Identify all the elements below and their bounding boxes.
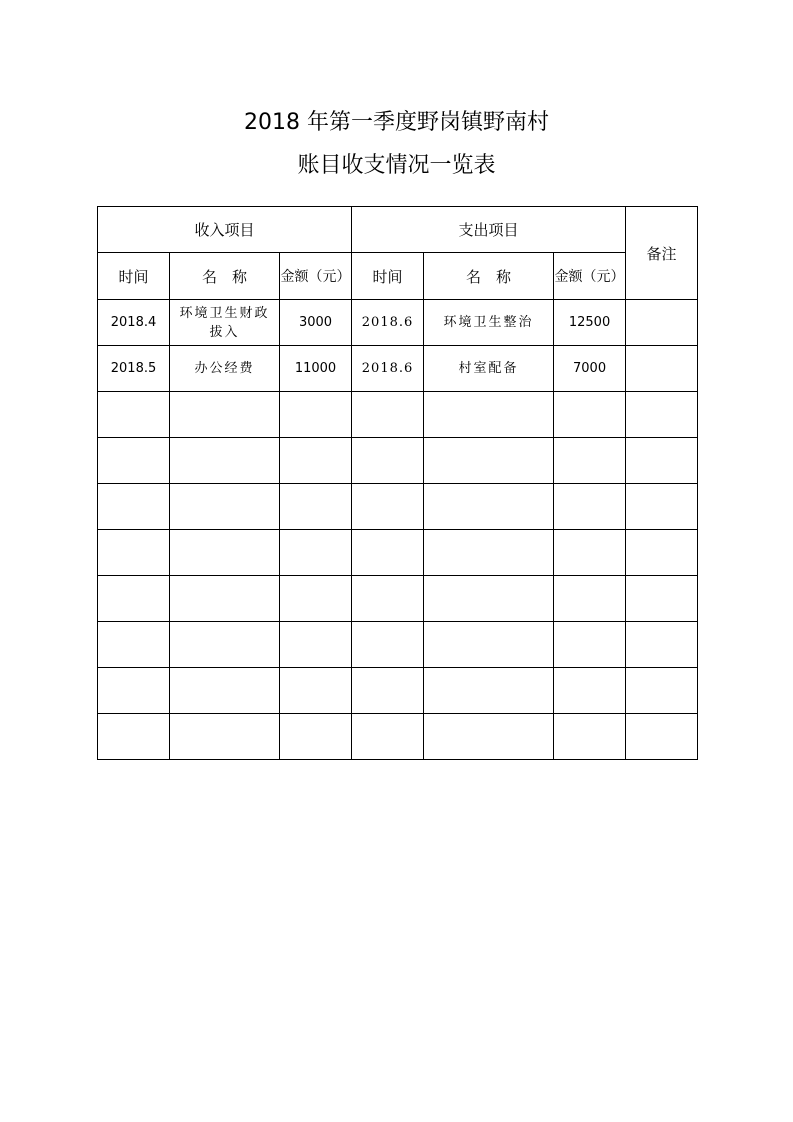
income-amount-cell: [280, 622, 352, 668]
expense-name-cell: [424, 392, 554, 438]
expense-name-cell: [424, 714, 554, 760]
income-name-cell: [170, 576, 280, 622]
expense-name-cell: [424, 668, 554, 714]
expense-amount-cell: [554, 668, 626, 714]
remark-cell: [626, 530, 698, 576]
income-amount-cell: [280, 438, 352, 484]
income-time-header: 时间: [98, 253, 170, 300]
expense-name-header: 名 称: [424, 253, 554, 300]
table-row: [98, 438, 698, 484]
expense-amount-cell: 12500: [554, 300, 626, 346]
income-time-cell: [98, 714, 170, 760]
document-title: 2018 年第一季度野岗镇野南村: [244, 110, 549, 135]
income-name-cell: [170, 484, 280, 530]
table-row: [98, 392, 698, 438]
income-time-cell: [98, 668, 170, 714]
table-row: [98, 346, 698, 392]
remark-cell: [626, 438, 698, 484]
expense-amount-cell: [554, 622, 626, 668]
expense-time-cell: [352, 576, 424, 622]
income-name-header: 名 称: [170, 253, 280, 300]
table-row: [98, 576, 698, 622]
income-name-cell: 办公经费: [170, 346, 280, 392]
income-time-cell: [98, 438, 170, 484]
expense-time-cell: [352, 622, 424, 668]
header-row-groups: [98, 207, 698, 253]
income-time-cell: 2018.5: [98, 346, 170, 392]
document-subtitle: 账目收支情况一览表: [297, 153, 496, 178]
expense-amount-cell: [554, 438, 626, 484]
remark-cell: [626, 622, 698, 668]
expense-amount-cell: [554, 530, 626, 576]
expense-time-cell: 2018.6: [352, 300, 424, 346]
expense-name-cell: 村室配备: [424, 346, 554, 392]
remark-cell: [626, 484, 698, 530]
income-name-cell: [170, 668, 280, 714]
remark-cell: [626, 714, 698, 760]
income-header: 收入项目: [98, 207, 352, 253]
expense-time-cell: [352, 484, 424, 530]
remark-cell: [626, 392, 698, 438]
expense-name-cell: [424, 438, 554, 484]
table-row: [98, 300, 698, 346]
remark-cell: [626, 668, 698, 714]
income-amount-cell: [280, 576, 352, 622]
income-amount-cell: [280, 392, 352, 438]
income-time-cell: [98, 392, 170, 438]
income-time-cell: [98, 576, 170, 622]
expense-amount-cell: [554, 714, 626, 760]
expense-name-cell: [424, 484, 554, 530]
table-row: [98, 714, 698, 760]
income-amount-cell: [280, 530, 352, 576]
income-amount-cell: [280, 668, 352, 714]
expense-amount-header: 金额（元）: [554, 253, 626, 300]
remark-cell: [626, 300, 698, 346]
remark-cell: [626, 576, 698, 622]
income-name-cell: [170, 438, 280, 484]
table-row: [98, 668, 698, 714]
expense-time-header: 时间: [352, 253, 424, 300]
income-name-cell: 环境卫生财政拔入: [170, 300, 280, 346]
income-name-cell: [170, 622, 280, 668]
income-name-cell: [170, 530, 280, 576]
expense-time-cell: [352, 714, 424, 760]
expense-amount-cell: [554, 576, 626, 622]
income-time-cell: [98, 622, 170, 668]
income-amount-cell: [280, 714, 352, 760]
remark-header: 备注: [626, 207, 698, 300]
header-row-columns: [98, 253, 698, 300]
income-name-cell: [170, 392, 280, 438]
income-time-cell: [98, 484, 170, 530]
income-time-cell: 2018.4: [98, 300, 170, 346]
remark-cell: [626, 346, 698, 392]
expense-name-cell: [424, 576, 554, 622]
income-amount-header: 金额（元）: [280, 253, 352, 300]
income-amount-cell: 3000: [280, 300, 352, 346]
ledger-table: [97, 206, 698, 760]
table-row: [98, 622, 698, 668]
table-row: [98, 484, 698, 530]
expense-name-cell: 环境卫生整治: [424, 300, 554, 346]
income-time-cell: [98, 530, 170, 576]
expense-name-cell: [424, 530, 554, 576]
expense-amount-cell: [554, 484, 626, 530]
table-row: [98, 530, 698, 576]
expense-time-cell: [352, 668, 424, 714]
expense-name-cell: [424, 622, 554, 668]
expense-amount-cell: 7000: [554, 346, 626, 392]
income-amount-cell: 11000: [280, 346, 352, 392]
expense-time-cell: [352, 392, 424, 438]
income-amount-cell: [280, 484, 352, 530]
expense-time-cell: [352, 530, 424, 576]
income-name-cell: [170, 714, 280, 760]
expense-header: 支出项目: [352, 207, 626, 253]
expense-time-cell: [352, 438, 424, 484]
expense-time-cell: 2018.6: [352, 346, 424, 392]
expense-amount-cell: [554, 392, 626, 438]
